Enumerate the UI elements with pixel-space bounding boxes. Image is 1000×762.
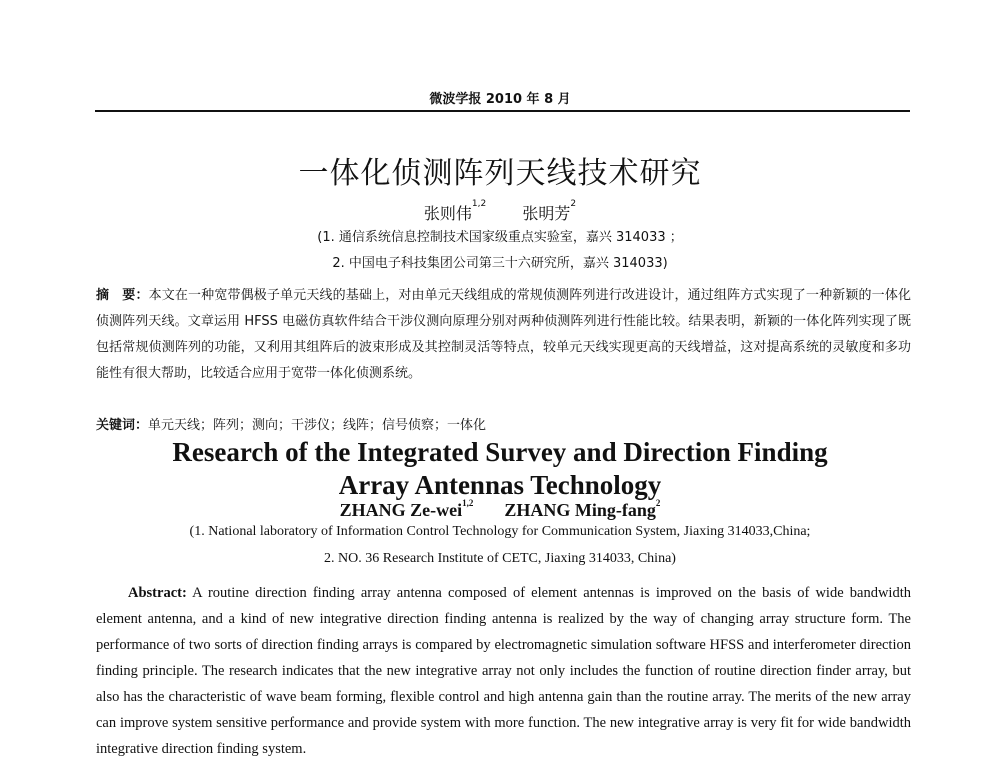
header-rule bbox=[95, 110, 910, 112]
en-affiliation-2: 2. NO. 36 Research Institute of CETC, Jiaxing 314033, China) bbox=[324, 551, 676, 566]
journal-header: 微波学报 2010 年 8 月 bbox=[429, 92, 571, 107]
en-author-1-affil: 1,2 bbox=[462, 498, 474, 508]
cn-affiliation-1: (1. 通信系统信息控制技术国家级重点实验室，嘉兴 314033 ； bbox=[317, 230, 683, 245]
en-affiliation-1: (1. National laboratory of Information Control Technology for Communication System, Jiaxing 314033,China; bbox=[189, 524, 811, 539]
english-title-line-2: Array Antennas Technology bbox=[338, 470, 662, 500]
english-abstract bbox=[96, 580, 911, 762]
en-author-2: ZHANG Ming-fang bbox=[504, 500, 656, 520]
en-author-1: ZHANG Ze-wei bbox=[339, 500, 463, 520]
english-authors bbox=[0, 500, 1000, 521]
chinese-abstract bbox=[96, 283, 911, 387]
cn-abstract-text: 本文在一种宽带偶极子单元天线的基础上，对由单元天线组成的常规侦测阵列进行改进设计，通过组阵方式实现了一种新颖的一体化侦测阵列天线。文章运用 HFSS 电磁仿真软件结合干涉仪测向原理分别对两种侦测阵列进行性能比较。结果表明，新颖的一体化阵列实现了既包括常规侦测阵列的功能，又利用其组阵后的波束形成及其控制灵活等特点，较单元天线实现更高的天线增益，这对提高系统的灵敏度和多功能性有很大帮助，比较适合应用于宽带一体化侦测系统。 bbox=[96, 288, 911, 381]
cn-author-1-affil: 1,2 bbox=[471, 199, 487, 209]
chinese-authors bbox=[0, 201, 1000, 224]
english-title-line-1: Research of the Integrated Survey and Direction Finding bbox=[172, 437, 828, 467]
cn-author-2-affil: 2 bbox=[570, 199, 577, 209]
cn-author-2: 张明芳 bbox=[522, 204, 571, 223]
chinese-title: 一体化侦测阵列天线技术研究 bbox=[298, 156, 702, 191]
en-abstract-text: A routine direction finding array antenna composed of element antennas is improved on the basis of wide bandwidth element antenna, and a kind of new integrative direction finding antenna is realized by the way of changing array structure form. The performance of two sorts of direction finding arrays is compared by electromagnetic simulation software HFSS and interferometer direction finding principle. The research indicates that the new integrative array not only includes the function of routine direction finder array, but also has the characteristic of wave beam forming, flexible control and high antenna gain than the routine array. The merits of the new array can improve system sensitive performance and provide system with more function. The new integrative array is very fit for wide bandwidth integrative direction finding system. bbox=[96, 585, 911, 757]
en-author-2-affil: 2 bbox=[655, 498, 661, 508]
cn-keywords-label: 关键词： bbox=[96, 418, 149, 433]
chinese-keywords bbox=[96, 413, 911, 439]
cn-abstract-label: 摘 要： bbox=[96, 288, 149, 303]
cn-affiliation-2: 2. 中国电子科技集团公司第三十六研究所，嘉兴 314033) bbox=[332, 256, 668, 271]
cn-author-1: 张则伟 bbox=[423, 204, 472, 223]
en-abstract-label: Abstract: bbox=[128, 585, 187, 601]
cn-keywords-text: 单元天线；阵列；测向；干涉仪；线阵；信号侦察；一体化 bbox=[148, 418, 487, 433]
